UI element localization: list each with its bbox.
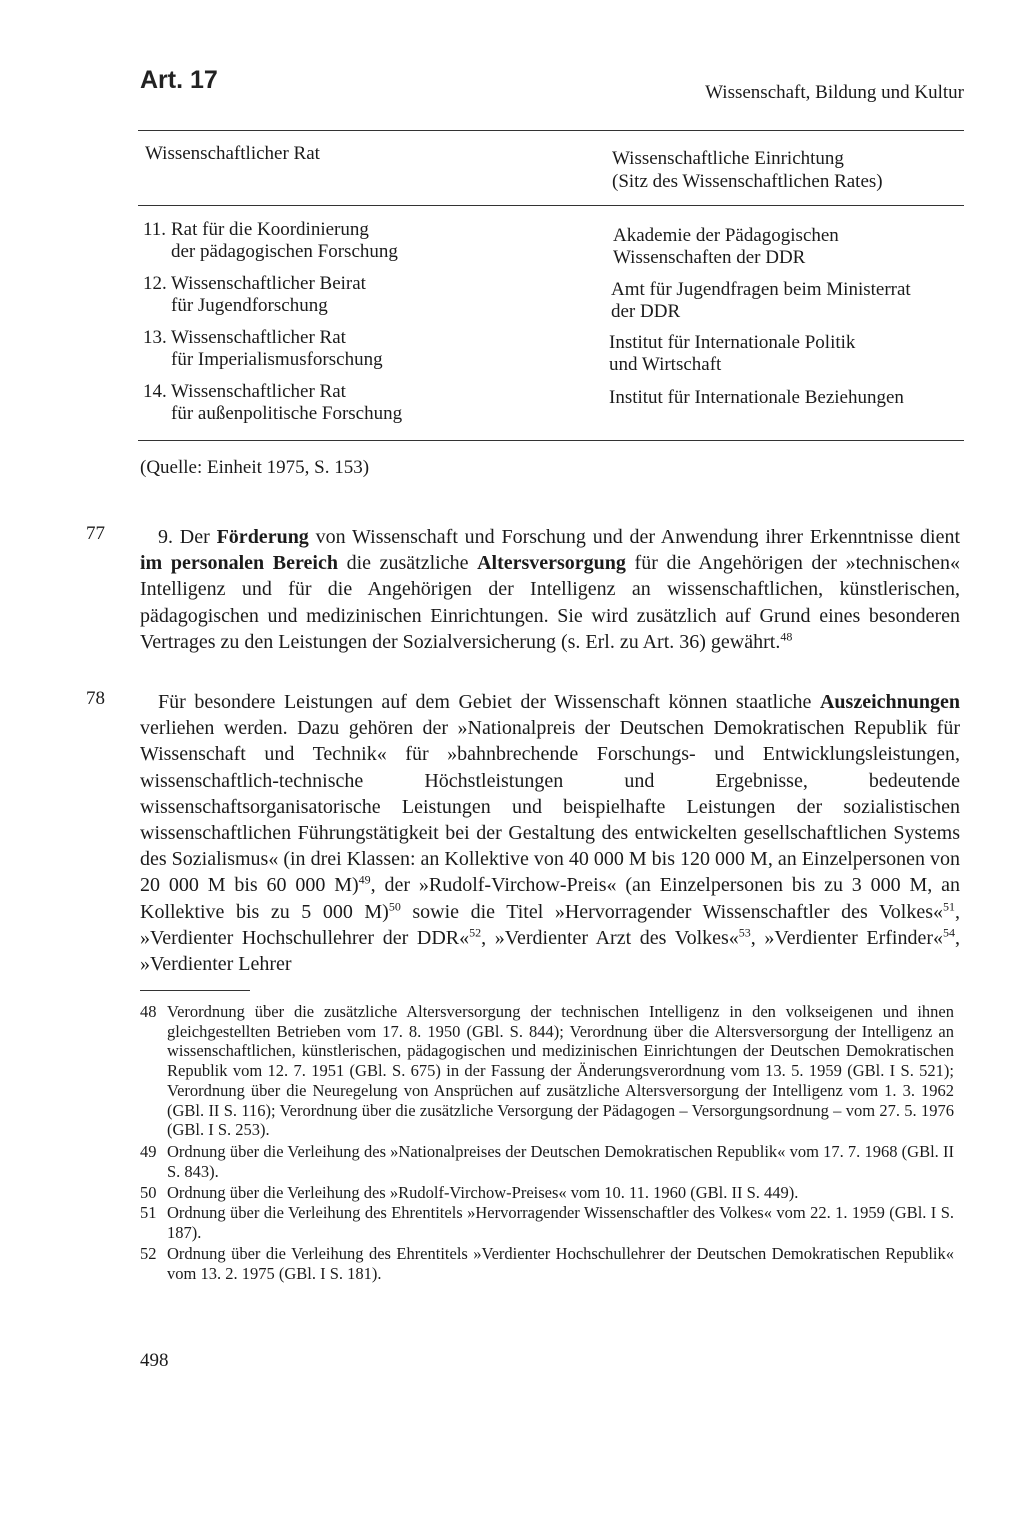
footnote-item: 52 Ordnung über die Verleihung des Ehrentitels »Verdienter Hochschullehrer der Deutschen Demokratischen Republik« vom 13. 2. 1975 (GBl. I S. 181). [140,1244,954,1284]
article-title: Art. 17 [140,66,218,94]
paragraph-77: 9. Der Förderung von Wissenschaft und Forschung und der Anwendung ihrer Erkenntnisse dient im personalen Bereich die zusätzliche Altersversorgung für die Angehörigen der »technischen« Intelligenz und für die Angehörigen der Intelligenz an wissenschaftlichen, künstlerischen, pädagogischen und medizinischen Einrichtungen. Sie wird zusätzlich auf Grund eines besonderen Vertrages zu den Leistungen der Sozialversicherung (s. Erl. zu Art. 36) gewährt.$^{48}$ [140,526,960,653]
footnote-item: 50 Ordnung über die Verleihung des »Rudolf-Virchow-Preises« vom 10. 11. 1960 (GBl. II S. 449). [140,1183,799,1203]
running-head: Wissenschaft, Bildung und Kultur [705,82,964,103]
footnote-ref: 48 [780,629,793,644]
table-row: 11. Rat für die Koordinierung der pädagogischen Forschung [143,219,398,262]
footnote-ref: 49 [358,872,371,887]
footnote-ref: 53 [738,925,751,940]
footnote-item: 49 Ordnung über die Verleihung des »Nationalpreises der Deutschen Demokratischen Republik« vom 17. 7. 1968 (GBl. II S. 843). [140,1141,954,1181]
page-number: 498 [140,1350,169,1371]
footnote-item: 51 Ordnung über die Verleihung des Ehrentitels »Hervorragender Wissenschaftler des Volkes« vom 22. 1. 1959 (GBl. I S. 187). [140,1203,954,1242]
table-bottom-rule [138,440,964,441]
margin-number: 78 [86,688,105,709]
table-cell-institution: Akademie der Pädagogischen Wissenschaften der DDR [613,225,839,268]
table-cell-institution: Institut für Internationale Beziehungen [609,387,904,408]
table-source: (Quelle: Einheit 1975, S. 153) [140,457,370,478]
table-row: 12. Wissenschaftlicher Beirat für Jugendforschung [143,273,366,316]
table-header-rule [138,205,964,206]
footnote-ref: 54 [943,925,955,940]
table-header-council: Wissenschaftlicher Rat [145,143,320,164]
paragraph-78: Für besondere Leistungen auf dem Gebiet der Wissenschaft können staatliche Auszeichnungen verliehen werden. Dazu gehören der »Nationalpreis der Deutschen Demokratischen Republik für Wissenschaft und Technik« für »bahnbrechende Forschungs- und Entwicklungsleistungen, wissenschaftlich-technische Höchstleistungen und Ergebnisse, bedeutende wissenschaftsorganisatorische Leistungen und beispielhafte Leistungen der sozialistischen wissenschaftlichen Führungstätigkeit bei der Gestaltung des entwickelten gesellschaftlichen Systems des Sozialismus« (in drei Klassen: an Kollektive von 40 000 M bis 120 000 M, an Einzelpersonen von 20 000 M bis 60 000 M)$^{49}$, der »Rudolf-Virchow-Preis« (an Einzelpersonen bis zu 3 000 M, an Kollektive bis zu 5 000 M)$^{50}$ sowie die Titel »Hervorragender Wissenschaftler des Volkes«$^{51}$, »Verdienter Hochschullehrer der DDR«$^{52}$, »Verdienter Arzt des Volkes«$^{53}$, »Verdienter Erfinder«$^{54}$, »Verdienter Lehrer [140,691,960,976]
table-top-rule [138,130,964,131]
table-row: 13. Wissenschaftlicher Rat für Imperialismusforschung [143,327,383,370]
table-cell-institution: Amt für Jugendfragen beim Ministerrat der DDR [611,279,911,322]
margin-number: 77 [86,523,105,544]
footnote-ref: 50 [388,898,401,913]
footnote-ref: 52 [469,925,482,940]
table-cell-institution: Institut für Internationale Politik und Wirtschaft [609,332,856,375]
table-header-institution: Wissenschaftliche Einrichtung (Sitz des Wissenschaftlichen Rates) [612,148,883,192]
footnote-rule [140,990,250,991]
footnote-ref: 51 [943,898,955,913]
footnotes [140,1002,954,1284]
table-row: 14. Wissenschaftlicher Rat für außenpolitische Forschung [143,381,403,424]
footnote-item: 48 Verordnung über die zusätzliche Altersversorgung der technischen Intelligenz in den volkseigenen und ihnen gleichgestellten Betrieben vom 17. 8. 1950 (GBl. S. 844); Verordnung über die Altersversorgung der Intelligenz an wissenschaftlichen, künstlerischen, pädagogischen und medizinischen Einrichtungen der Deutschen Demokratischen Republik vom 12. 7. 1951 (GBl. S. 675) in der Fassung der Änderungsverordnung vom 13. 5. 1959 (GBl. I S. 521); Verordnung über die Neuregelung von Ansprüchen auf zusätzliche Altersversorgung der Intelligenz vom 1. 3. 1962 (GBl. II S. 116); Verordnung über die zusätzliche Versorgung der Pädagogen – Versorgungsordnung – vom 27. 5. 1976 (GBl. I S. 253). [140,1002,954,1140]
